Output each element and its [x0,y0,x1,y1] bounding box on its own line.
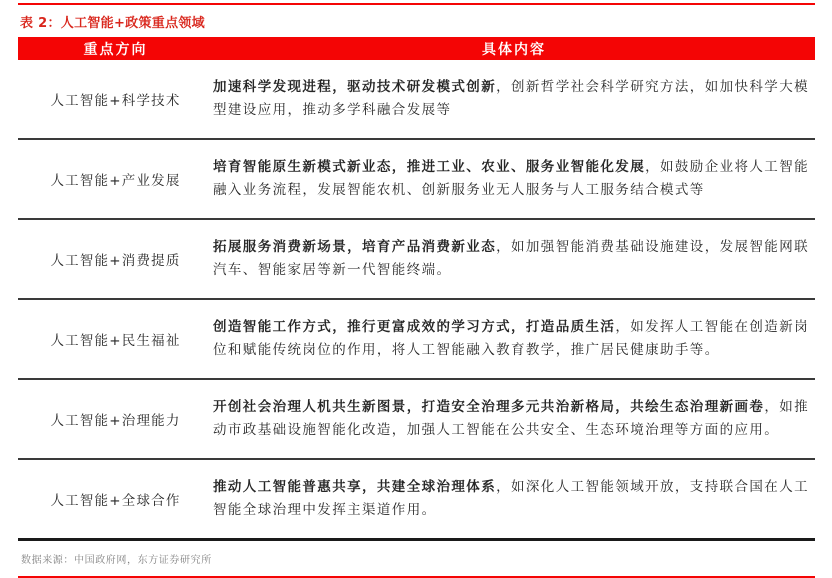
row-category: 人工智能+产业发展 [50,173,181,189]
row-content [213,388,815,450]
row-lead-text: 培育智能原生新模式新业态，推进工业、农业、服务业智能化发展 [213,159,646,175]
row-category: 人工智能+治理能力 [50,413,181,429]
row-category: 人工智能+科学技术 [50,93,181,109]
column-header-content: 具体内容 [482,41,546,58]
row-detail-text: ，如鼓励企业将人工智能融入业务流程，发展智能农机、创新服务业无人服务与人工服务结合模式等 [213,159,810,198]
row-lead-text: 开创社会治理人机共生新图景，打造安全治理多元共治新格局，共绘生态治理新画卷 [213,399,765,415]
row-detail-text: ，如推动市政基础设施智能化改造，加强人工智能在公共安全、生态环境治理等方面的应用。 [213,399,810,438]
row-detail-text: ，创新哲学社会科学研究方法，如加快科学大模型建设应用，推动多学科融合发展等 [213,79,810,118]
row-detail-text: ，如加强智能消费基础设施建设，发展智能网联汽车、智能家居等新一代智能终端。 [213,239,810,278]
row-detail-text: ，如深化人工智能领域开放，支持联合国在人工智能全球治理中发挥主渠道作用。 [213,479,810,518]
row-category: 人工智能+民生福祉 [50,333,181,349]
table-header-row [18,37,815,60]
column-header-direction: 重点方向 [83,41,148,58]
row-detail-text: ，如发挥人工智能在创造新岗位和赋能传统岗位的作用，将人工智能融入教育教学，推广居民健康助手等。 [213,319,810,358]
row-category: 人工智能+全球合作 [50,493,181,509]
source-note: 数据来源：中国政府网，东方证券研究所 [18,541,815,578]
table-body [18,60,815,541]
row-content [213,148,815,210]
table-row [18,220,815,300]
row-content [213,468,815,530]
row-lead-text: 加速科学发现进程，驱动技术研发模式创新 [213,79,497,95]
table-row [18,460,815,541]
row-content [213,68,815,130]
row-content [213,308,815,370]
table-row [18,300,815,380]
table-row [18,60,815,140]
row-lead-text: 推动人工智能普惠共享，共建全球治理体系 [213,479,497,495]
figure-title: 表 2：人工智能+政策重点领域 [20,16,205,31]
row-lead-text: 创造智能工作方式，推行更富成效的学习方式，打造品质生活 [213,319,616,335]
row-lead-text: 拓展服务消费新场景，培育产品消费新业态 [213,239,497,255]
table-row [18,140,815,220]
table-figure [18,0,815,578]
row-category: 人工智能+消费提质 [50,253,181,269]
table-row [18,380,815,460]
row-content [213,228,815,290]
